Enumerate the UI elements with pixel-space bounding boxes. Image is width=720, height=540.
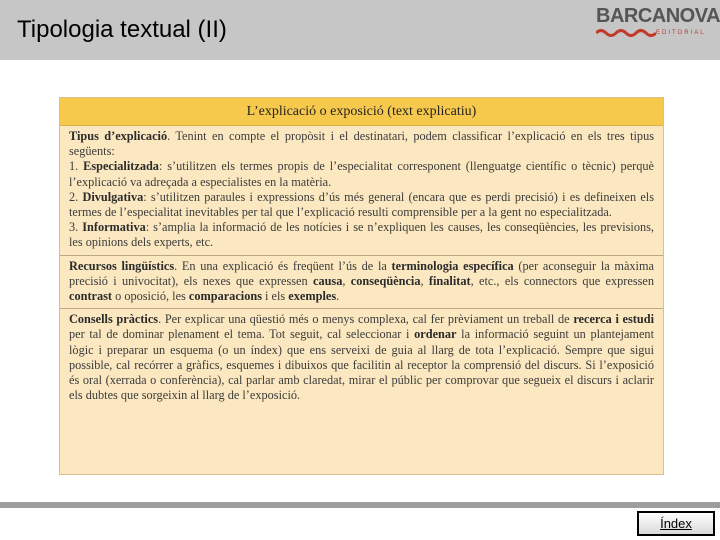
logo-wave-icon [596,28,656,38]
resources-paragraph: Recursos lingüístics. En una explicació és freqüent l’ús de la terminologia específica (per aconseguir la màxima precisió i univocitat), els nexes que expressen causa, conseqüència, finalitat, etc., els connectors que expressen contrast o oposició, les comparacions i els exemples. [69,258,655,304]
types-intro: Tipus d’explicació. Tenint en compte el propòsit i el destinatari, podem classificar l’explicació en els tres tipus següents: [69,129,654,159]
box-title: L’explicació o exposició (text explicatiu) [60,98,663,126]
index-button[interactable]: Índex [637,511,715,536]
list-item: 3. Informativa: s’amplia la informació de les notícies i se n’expliquen les causes, les conseqüències, les previsions, les opinions dels experts, etc. [69,220,654,250]
slide-title: Tipologia textual (II) [17,16,227,43]
logo-subtitle: EDITORIAL [656,30,706,36]
header-bar [0,0,720,60]
logo-name: BARCANOVA [596,5,720,27]
content-box [59,97,664,475]
section-advice [60,309,663,407]
resources-heading: Recursos lingüístics [69,258,175,273]
list-item: 2. Divulgativa: s’utilitzen paraules i expressions d’ús més general (encara que es perdi precisió) i es defineixen els termes de l’especialitat inevitables per tal que l’explicació resulti comprensible per a la gent no especialitzada. [69,189,654,220]
types-heading: Tipus d’explicació [69,129,168,143]
advice-heading: Consells pràctics [69,312,159,327]
barcanova-logo [594,4,720,44]
section-resources [60,256,663,310]
advice-paragraph: Consells pràctics. Per explicar una qüestió més o menys complexa, cal fer prèviament un treball de recerca i estudi per tal de dominar plenament el tema. Tot seguit, cal seleccionar i ordenar la informació seguint un plantejament lògic i preparar un esquema (o un índex) que ens serveixi de guia al llarg de tota l’explicació. Sempre que sigui possible, cal recórrer a gràfics, esquemes i dibuixos que facilitin al receptor la comprensió del discurs. Si l’exposició és oral (xerrada o conferència), cal parlar amb claredat, mirar el públic per comprovar que segueix el discurs i aclarir els dubtes que sorgeixin al llarg de l’exposició. [69,312,654,403]
footer-bar [0,502,720,508]
section-types [60,126,663,256]
list-item: 1. Especialitzada: s’utilitzen els termes propis de l’especialitat corresponent (llenguatge científic o tècnic) perquè l’explicació va adreçada a especialistes en la matèria. [69,159,655,189]
